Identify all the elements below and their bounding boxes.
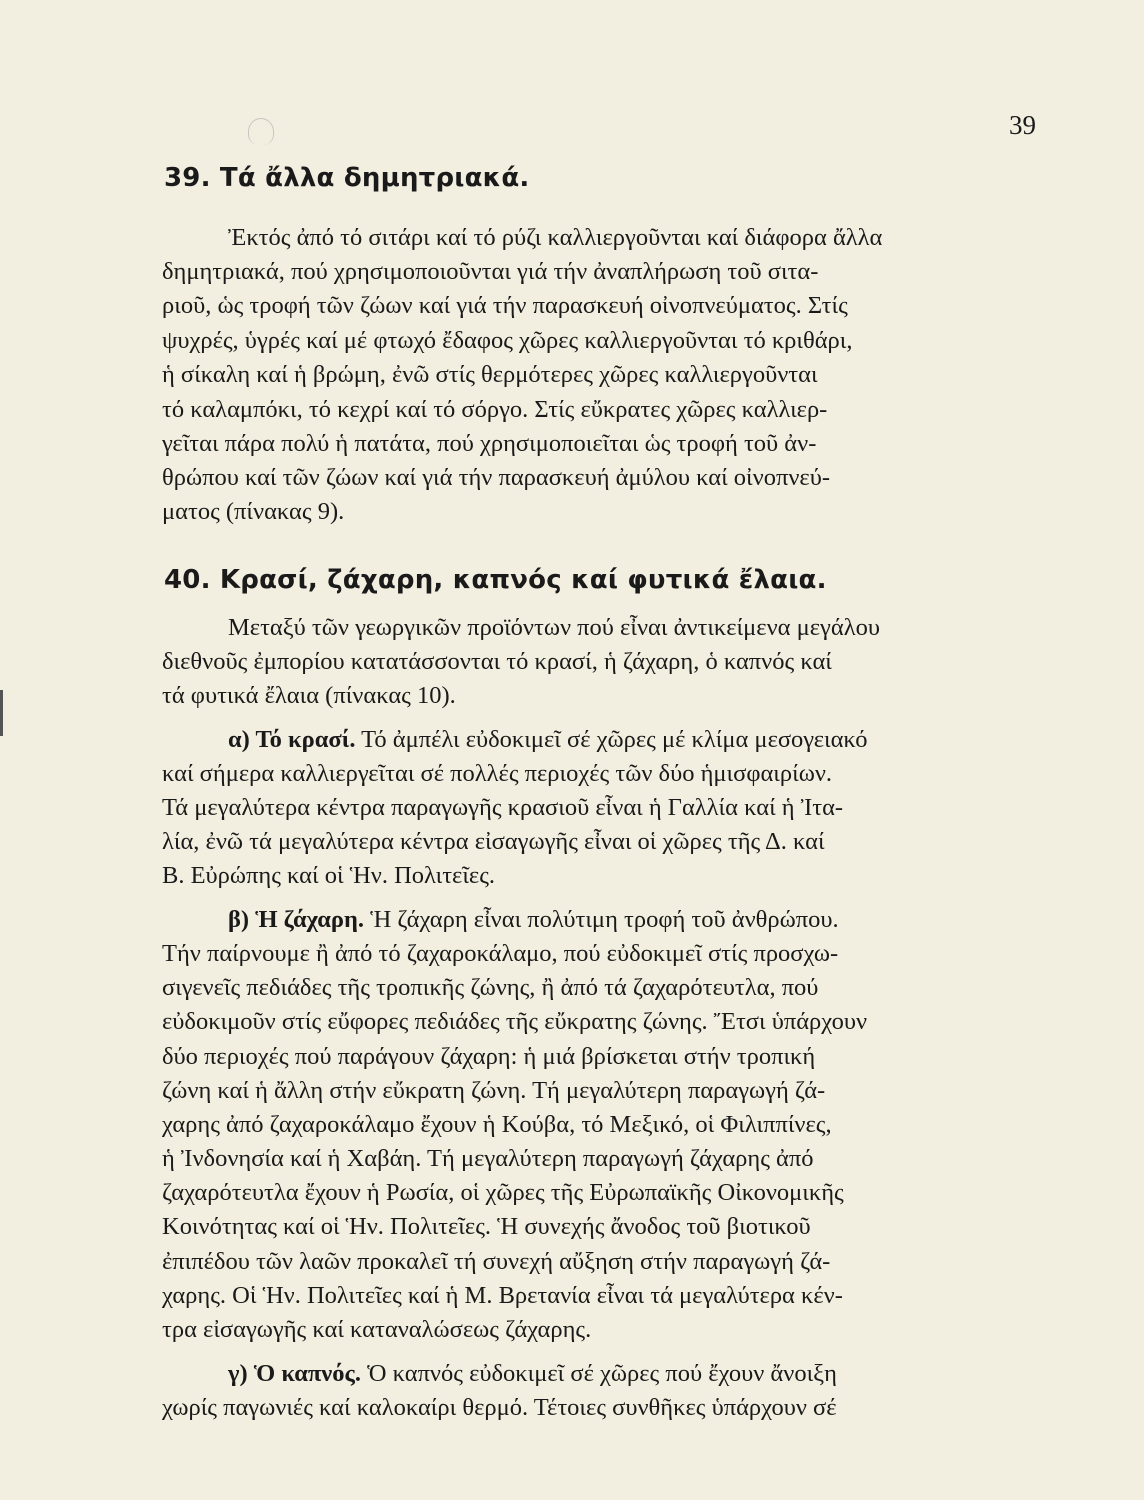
subsection-text: Ἡ ζάχαρη εἶναι πολύτιμη τροφή τοῦ ἀνθρώπου.: [364, 906, 839, 933]
pencil-mark: [248, 118, 274, 145]
paragraph-line: χωρίς παγωνιές καί καλοκαίρι θερμό. Τέτοιες συνθῆκες ὑπάρχουν σέ: [162, 1394, 837, 1421]
paragraph-line: Ἐκτός ἀπό τό σιτάρι καί τό ρύζι καλλιεργοῦνται καί διάφορα ἄλλα: [228, 224, 883, 251]
section-39-heading: 39. Τά ἄλλα δημητριακά.: [164, 163, 530, 193]
paragraph-line: θρώπου καί τῶν ζώων καί γιά τήν παρασκευή ἀμύλου καί οἰνοπνεύ-: [162, 464, 830, 491]
paragraph-line: ἡ Ἰνδονησία καί ἡ Χαβάη. Τή μεγαλύτερη παραγωγή ζάχαρης ἀπό: [162, 1145, 814, 1172]
paragraph-line: ριοῦ, ὡς τροφή τῶν ζώων καί γιά τήν παρασκευή οἰνοπνεύματος. Στίς: [162, 292, 848, 319]
paragraph-line: Τά μεγαλύτερα κέντρα παραγωγῆς κρασιοῦ εἶναι ἡ Γαλλία καί ἡ Ἰτα-: [162, 794, 844, 821]
paragraph-line: εὐδοκιμοῦν στίς εὔφορες πεδιάδες τῆς εὔκρατης ζώνης. Ἔτσι ὑπάρχουν: [162, 1008, 868, 1035]
binding-edge-mark: [0, 690, 3, 736]
paragraph-line: ψυχρές, ὑγρές καί μέ φτωχό ἔδαφος χῶρες καλλιεργοῦνται τό κριθάρι,: [162, 327, 853, 354]
page-number: 39: [1009, 110, 1036, 140]
paragraph-line: δημητριακά, πού χρησιμοποιοῦνται γιά τήν ἀναπλήρωση τοῦ σιτα-: [162, 258, 819, 285]
subsection-text: Τό ἀμπέλι εὐδοκιμεῖ σέ χῶρες μέ κλίμα μεσογειακό: [355, 726, 868, 753]
paragraph-line: λία, ἐνῶ τά μεγαλύτερα κέντρα εἰσαγωγῆς εἶναι οἱ χῶρες τῆς Δ. καί: [162, 828, 825, 855]
paragraph-line: Τήν παίρνουμε ἢ ἀπό τό ζαχαροκάλαμο, πού εὐδοκιμεῖ στίς προσχω-: [162, 940, 839, 967]
subsection-wine-label: α) Τό κρασί.: [228, 726, 356, 753]
paragraph-line: τό καλαμπόκι, τό κεχρί καί τό σόργο. Στίς εὔκρατες χῶρες καλλιερ-: [162, 396, 828, 423]
paragraph-line: σιγενεῖς πεδιάδες τῆς τροπικῆς ζώνης, ἢ ἀπό τά ζαχαρότευτλα, πού: [162, 974, 819, 1001]
paragraph-line: Β. Εὐρώπης καί οἱ Ἡν. Πολιτεῖες.: [162, 862, 496, 889]
paragraph-line: [228, 728, 868, 753]
subsection-sugar-label: β) Ἡ ζάχαρη.: [228, 906, 365, 933]
paragraph-line: ματος (πίνακας 9).: [162, 498, 345, 525]
paragraph-line: χαρης. Οἱ Ἡν. Πολιτεῖες καί ἡ Μ. Βρετανία εἶναι τά μεγαλύτερα κέν-: [162, 1282, 843, 1309]
paragraph-line: γεῖται πάρα πολύ ἡ πατάτα, πού χρησιμοποιεῖται ὡς τροφή τοῦ ἀν-: [162, 430, 817, 457]
paragraph-line: τρα εἰσαγωγῆς καί καταναλώσεως ζάχαρης.: [162, 1316, 592, 1343]
section-40-heading: 40. Κρασί, ζάχαρη, καπνός καί φυτικά ἔλαια.: [164, 565, 827, 595]
paragraph-line: Κοινότητας καί οἱ Ἡν. Πολιτεῖες. Ἡ συνεχής ἄνοδος τοῦ βιοτικοῦ: [162, 1213, 811, 1240]
paragraph-line: ἐπιπέδου τῶν λαῶν προκαλεῖ τή συνεχή αὔξηση στήν παραγωγή ζά-: [162, 1248, 831, 1275]
paragraph-line: διεθνοῦς ἐμπορίου κατατάσσονται τό κρασί, ἡ ζάχαρη, ὁ καπνός καί: [162, 648, 832, 675]
paragraph-line: χαρης ἀπό ζαχαροκάλαμο ἔχουν ἡ Κούβα, τό Μεξικό, οἱ Φιλιππίνες,: [162, 1111, 832, 1138]
paragraph-line: δύο περιοχές πού παράγουν ζάχαρη: ἡ μιά βρίσκεται στήν τροπική: [162, 1043, 816, 1070]
paragraph-line: ζώνη καί ἡ ἄλλη στήν εὔκρατη ζώνη. Τή μεγαλύτερη παραγωγή ζά-: [162, 1077, 826, 1104]
paragraph-line: τά φυτικά ἔλαια (πίνακας 10).: [162, 682, 456, 709]
paragraph-line: [228, 1362, 837, 1387]
paragraph-line: ζαχαρότευτλα ἔχουν ἡ Ρωσία, οἱ χῶρες τῆς Εὐρωπαϊκῆς Οἰκονομικῆς: [162, 1179, 844, 1206]
paragraph-line: καί σήμερα καλλιεργεῖται σέ πολλές περιοχές τῶν δύο ἡμισφαιρίων.: [162, 760, 833, 787]
paragraph-line: [228, 908, 839, 933]
subsection-text: Ὁ καπνός εὐδοκιμεῖ σέ χῶρες πού ἔχουν ἄνοιξη: [360, 1360, 837, 1387]
subsection-tobacco-label: γ) Ὁ καπνός.: [228, 1360, 361, 1387]
paragraph-line: ἡ σίκαλη καί ἡ βρώμη, ἐνῶ στίς θερμότερες χῶρες καλλιεργοῦνται: [162, 361, 818, 388]
paragraph-line: Μεταξύ τῶν γεωργικῶν προϊόντων πού εἶναι ἀντικείμενα μεγάλου: [228, 614, 880, 641]
